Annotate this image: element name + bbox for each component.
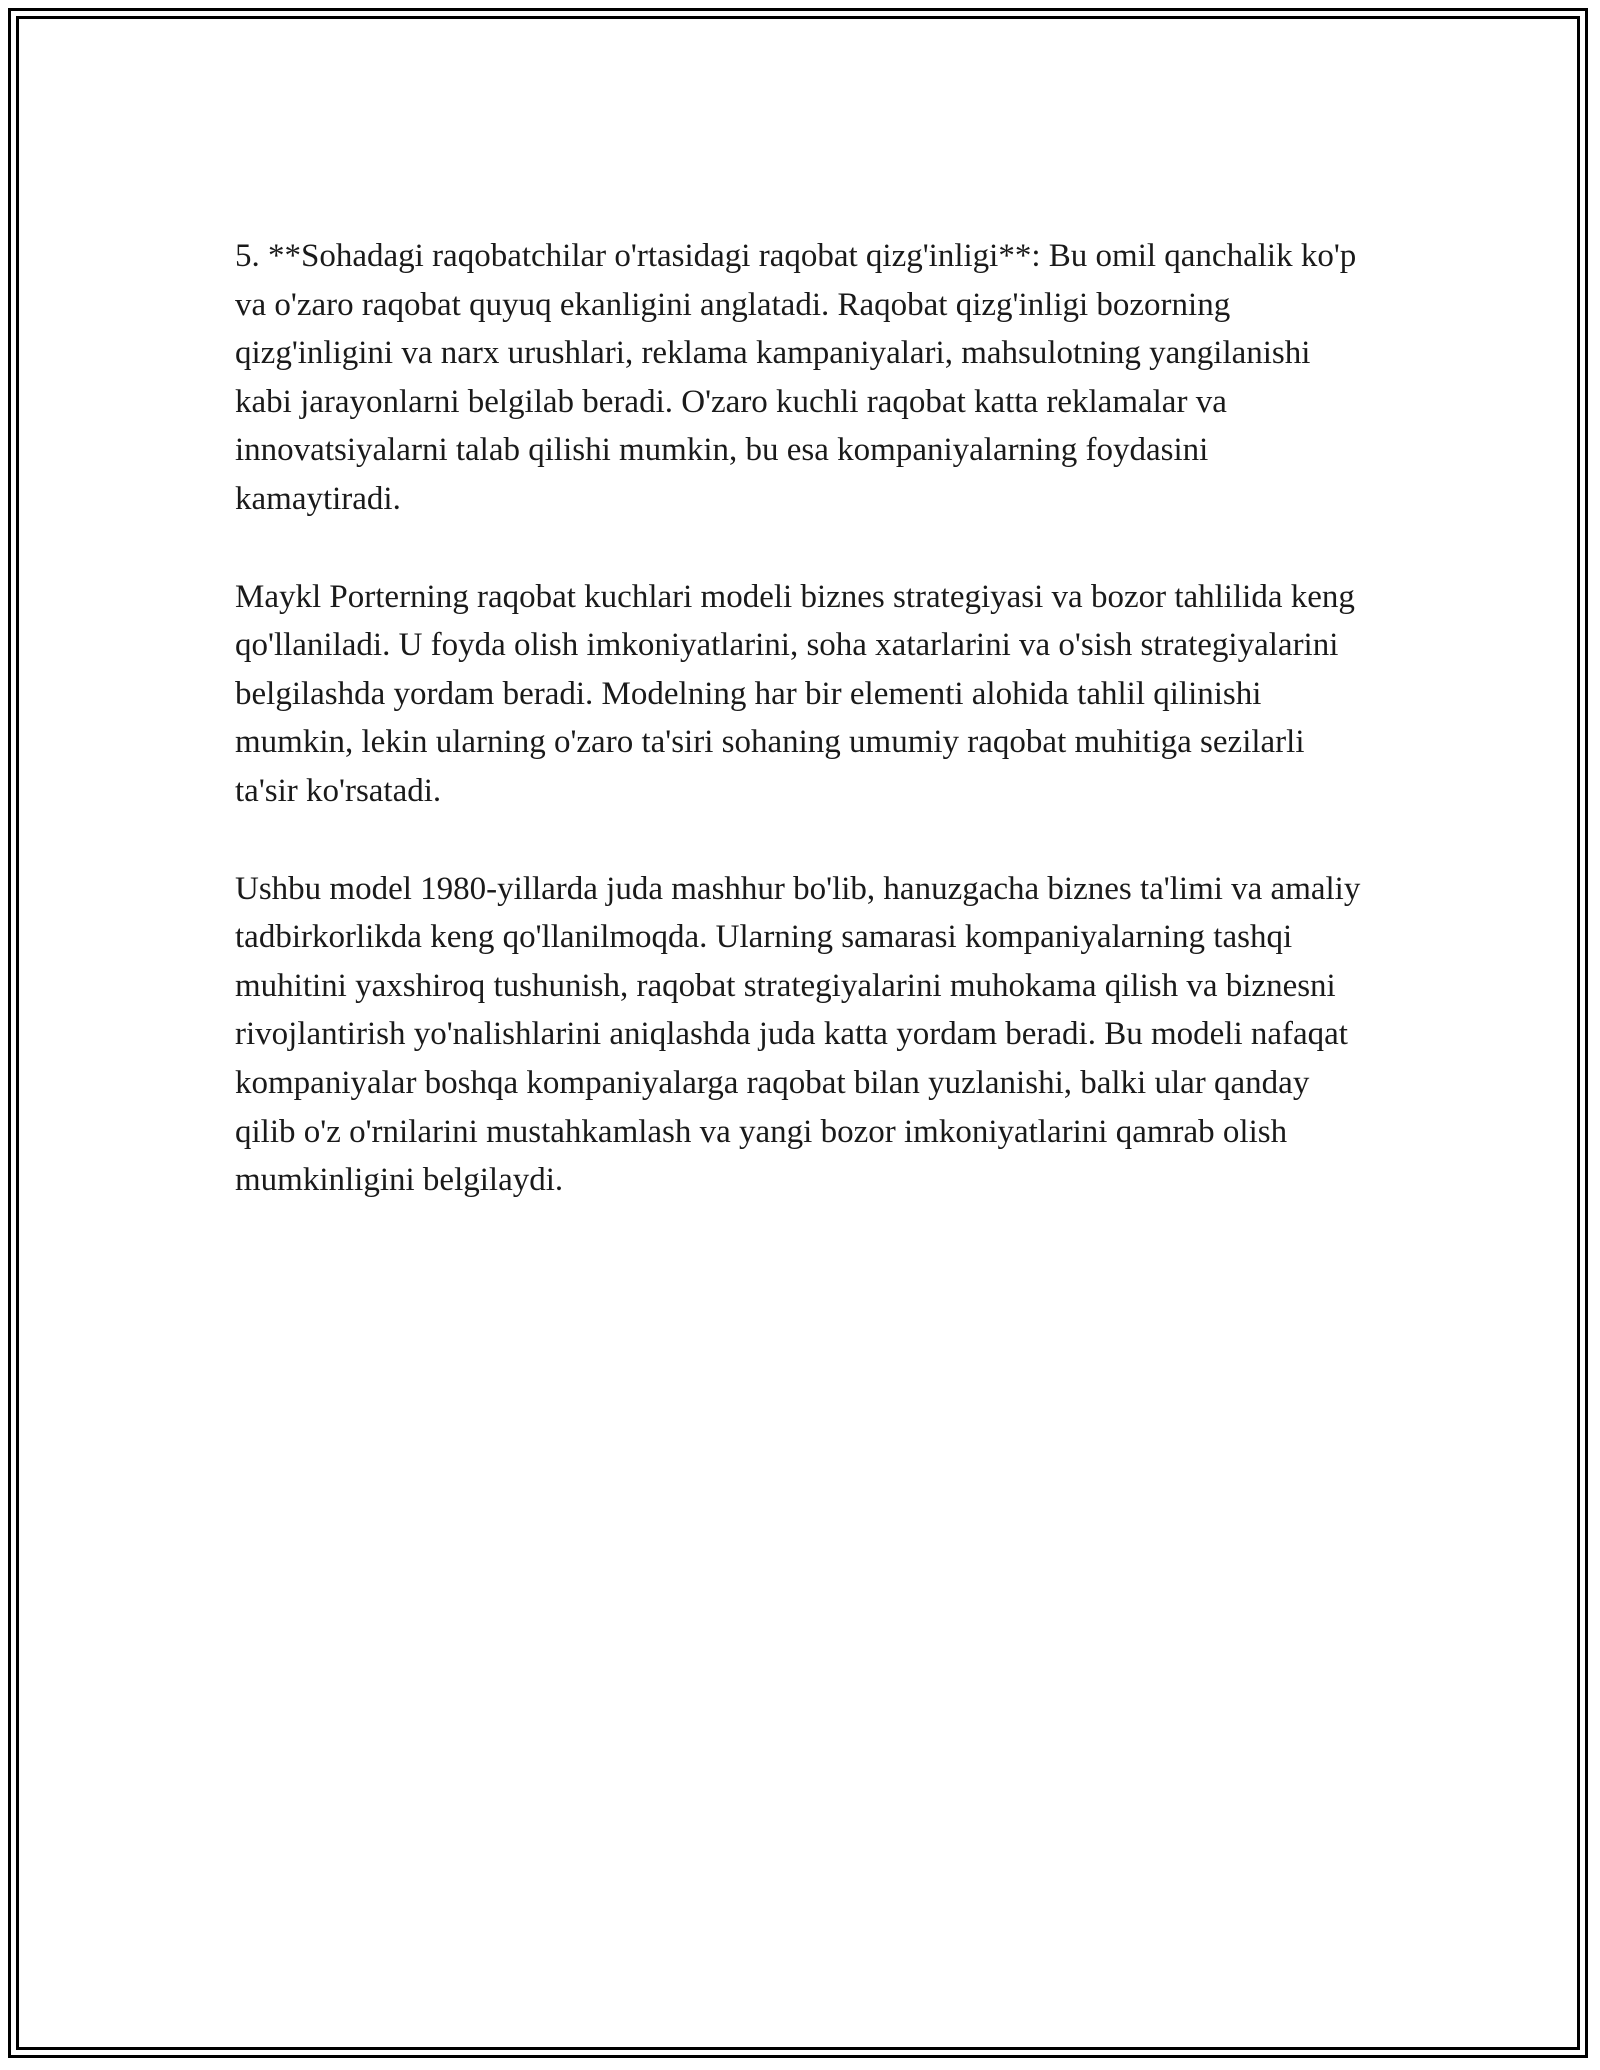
paragraph-model-popularity: Ushbu model 1980-yillarda juda mashhur bo'lib, hanuzgacha biznes ta'limi va amaliy tadbirkorlikda keng qo'llanilmoqda. Ularning samarasi kompaniyalarning tashqi muhitini yaxshiroq tushunish, raqobat strategiyalarini muhokama qilish va biznesni rivojlantirish yo'nalishlarini aniqlashda juda katta yordam beradi. Bu modeli nafaqat kompaniyalar boshqa kompaniyalarga raqobat bilan yuzlanishi, balki ular qanday qilib o'z o'rnilarini mustahkamlash va yangi bozor imkoniyatlarini qamrab olish mumkinligini belgilaydi. <box>235 870 1361 1199</box>
paragraph-competitive-rivalry: 5. **Sohadagi raqobatchilar o'rtasidagi raqobat qizg'inligi**: Bu omil qanchalik ko'p va o'zaro raqobat quyuq ekanligini anglatadi. Raqobat qizg'inligi bozorning qizg'inligini va narx urushlari, reklama kampaniyalari, mahsulotning yangilanishi kabi jarayonlarni belgilab beradi. O'zaro kuchli raqobat katta reklamalar va innovatsiyalarni talab qilishi mumkin, bu esa kompaniyalarning foydasini kamaytiradi. <box>235 238 1357 517</box>
paragraph-porter-model-usage: Maykl Porterning raqobat kuchlari modeli biznes strategiyasi va bozor tahlilida keng qo'llaniladi. U foyda olish imkoniyatlarini, soha xatarlarini va o'sish strategiyalarini belgilashda yordam beradi. Modelning har bir elementi alohida tahlil qilinishi mumkin, lekin ularning o'zaro ta'siri sohaning umumiy raqobat muhitiga sezilarli ta'sir ko'rsatadi. <box>235 578 1355 809</box>
document-body <box>235 232 1375 1254</box>
